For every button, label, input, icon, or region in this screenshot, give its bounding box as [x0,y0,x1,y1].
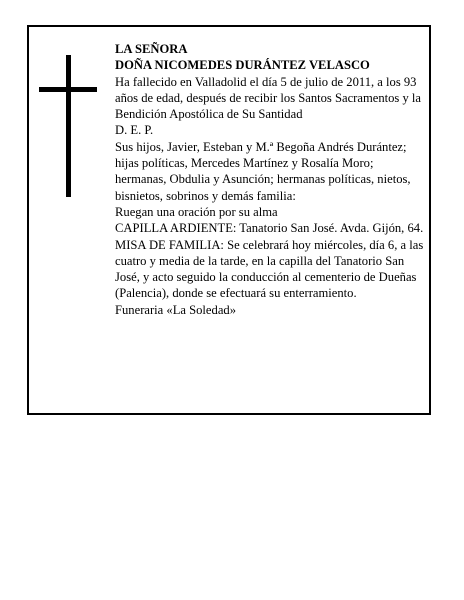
prayer-line: Ruegan una oración por su alma [115,204,278,219]
family-list: Sus hijos, Javier, Esteban y M.ª Begoña Andrés Durántez; hijas políticas, Mercedes Martínez y Rosalía Moro; hermanas, Obdulia y Asunción; hermanas políticas, nietos, bisnietos, sobrinos y demás familia: [115,139,411,203]
death-info: Ha fallecido en Valladolid el día 5 de julio de 2011, a los 93 años de edad, después de recibir los Santos Sacramentos y la Bendición Apostólica de Su Santidad [115,74,422,122]
obituary-notice [27,25,431,415]
cross-horizontal-bar [39,87,97,92]
mass-info: MISA DE FAMILIA: Se celebrará hoy miércoles, día 6, a las cuatro y media de la tarde, en la capilla del Tanatorio San José, y acto seguido la conducción al cementerio de Dueñas (Palencia), donde se efectuará su enterramiento. [115,237,424,301]
dep-line: D. E. P. [115,123,154,138]
notice-title: LA SEÑORA [115,42,188,56]
cross-vertical-bar [66,55,71,197]
cross-icon [39,55,97,197]
funeral-home: Funeraria «La Soledad» [115,302,236,317]
notice-text [115,41,425,318]
chapel-info: CAPILLA ARDIENTE: Tanatorio San José. Avda. Gijón, 64. [115,221,424,236]
deceased-name: DOÑA NICOMEDES DURÁNTEZ VELASCO [115,58,370,73]
